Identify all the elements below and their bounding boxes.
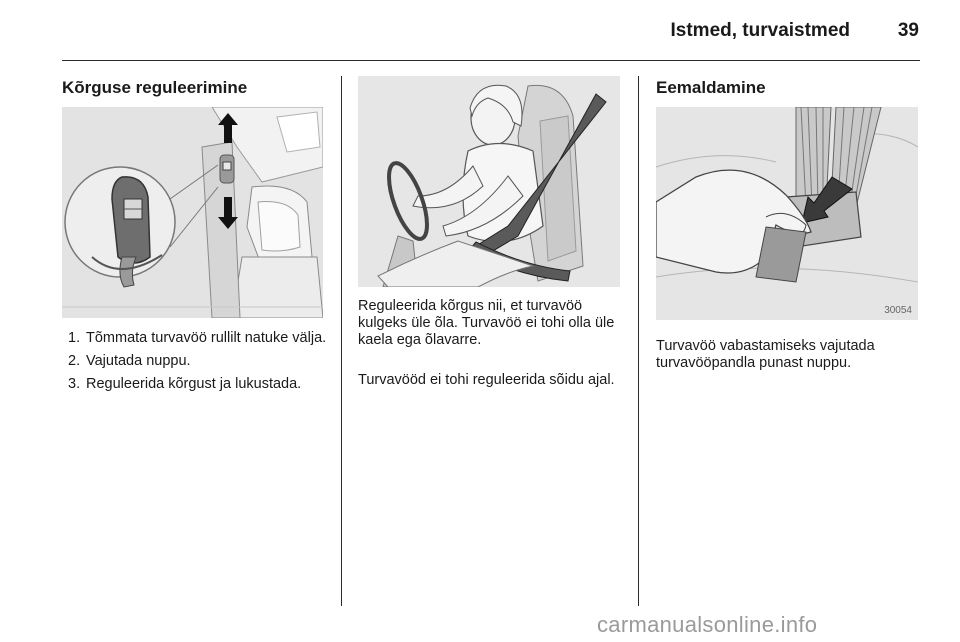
column-divider-left	[341, 76, 342, 606]
page-number: 39	[897, 20, 919, 41]
seatbelt-height-adjuster-illustration	[62, 107, 323, 318]
section-heading-height-adjustment: Kõrguse reguleerimine	[62, 78, 248, 97]
step-text: Tõmmata turvavöö rullilt natuke välja.	[86, 330, 327, 346]
step-number: 3.	[68, 376, 81, 392]
paragraph-release-buckle: Turvavöö vabastamiseks vajutada turvavööpandla punast nuppu.	[656, 338, 875, 371]
section-heading-removal: Eemaldamine	[656, 78, 766, 97]
step-number: 2.	[68, 353, 81, 369]
pregnant-driver-seatbelt-illustration	[358, 76, 620, 287]
step-text: Reguleerida kõrgust ja lukustada.	[86, 376, 302, 392]
list-item	[62, 376, 337, 393]
list-item	[62, 330, 337, 347]
step-text: Vajutada nuppu.	[86, 353, 191, 369]
paragraph-adjust-over-shoulder: Reguleerida kõrgus nii, et turvavöö kulgeks üle õla. Turvavöö ei tohi olla üle kaela ega õlavarre.	[358, 298, 615, 348]
figure-code: 30054	[884, 305, 912, 316]
paragraph-no-adjust-while-driving: Turvavööd ei tohi reguleerida sõidu ajal.	[358, 372, 615, 388]
adjustment-steps-list	[62, 330, 337, 399]
page-header-title: Istmed, turvaistmed	[670, 20, 850, 41]
header-rule	[62, 60, 920, 61]
list-item	[62, 353, 337, 370]
watermark: carmanualsonline.info	[597, 612, 818, 637]
step-number: 1.	[68, 330, 81, 346]
column-divider-right	[638, 76, 639, 606]
seatbelt-buckle-release-illustration	[656, 107, 918, 320]
